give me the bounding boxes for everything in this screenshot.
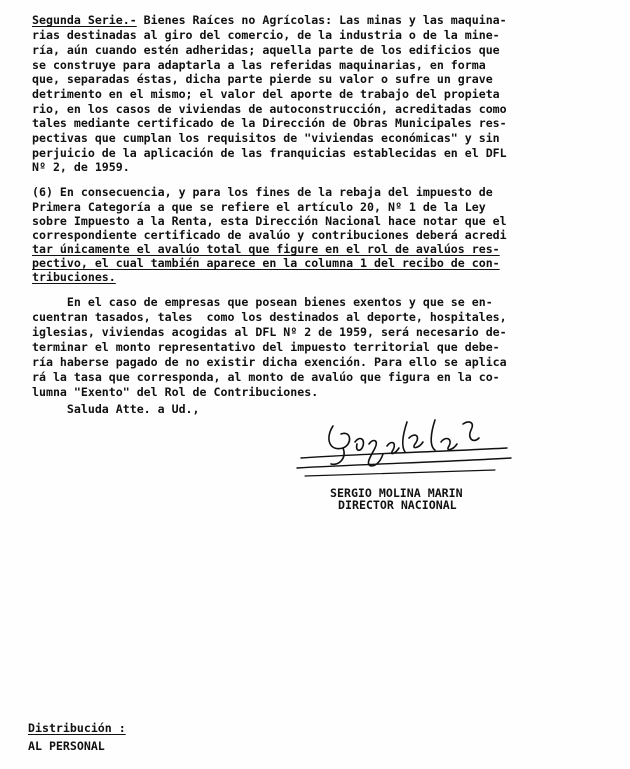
paragraph2-line-5-underlined: pectivo, el cual también aparece en la columna 1 del recibo de con- bbox=[32, 256, 500, 270]
signatory-name: SERGIO MOLINA MARIN bbox=[330, 486, 463, 500]
paragraph1-line-6: rio, en los casos de viviendas de autoconstrucción, acreditadas como bbox=[32, 102, 507, 116]
paragraph3-line-6: lumna "Exento" del Rol de Contribuciones. bbox=[32, 385, 319, 399]
paragraph3-line-3: terminar el monto representativo del impuesto territorial que debe- bbox=[32, 340, 500, 354]
paragraph1-line-8: pectivas que cumplan los requisitos de "viviendas económicas" y sin bbox=[32, 131, 500, 145]
paragraph2-line-3: correspondiente certificado de avalúo y contribuciones deberá acredi bbox=[32, 228, 507, 242]
handwritten-signature bbox=[295, 408, 515, 488]
paragraph3-line-1: cuentran tasados, tales como los destinados al deporte, hospitales, bbox=[32, 310, 507, 324]
paragraph1-line-9: perjuicio de la aplicación de las franquicias establecidas en el DFL bbox=[32, 146, 507, 160]
paragraph2-line-0: (6) En consecuencia, y para los fines de la rebaja del impuesto de bbox=[32, 185, 493, 199]
section-heading: Segunda Serie.- bbox=[32, 13, 137, 27]
paragraph2-line-1: Primera Categoría a que se refiere el artículo 20, Nº 1 de la Ley bbox=[32, 200, 486, 214]
paragraph3-line-5: rá la tasa que corresponda, al monto de avalúo que figura en la co- bbox=[32, 370, 500, 384]
paragraph1-line-0: Segunda Serie.- Bienes Raíces no Agrícolas: Las minas y las maquina- bbox=[32, 13, 507, 27]
paragraph3-line-4: ría haberse pagado de no existir dicha exención. Para ello se aplica bbox=[32, 355, 507, 369]
paragraph2-line-2: sobre Impuesto a la Renta, esta Dirección Nacional hace notar que el bbox=[32, 214, 507, 228]
paragraph3-line-2: iglesias, viviendas acogidas al DFL Nº 2 de 1959, será necesario de- bbox=[32, 325, 507, 339]
distribution-label: Distribución : bbox=[28, 721, 126, 735]
paragraph3-line-0: En el caso de empresas que posean bienes exentos y que se en- bbox=[32, 295, 493, 309]
paragraph1-line-7: tales mediante certificado de la Dirección de Obras Municipales res- bbox=[32, 116, 507, 130]
paragraph1-line-3: se construye para adaptarla a las referidas maquinarias, en forma bbox=[32, 58, 486, 72]
paragraph1-line-1: rias destinadas al giro del comercio, de la industria o de la mine- bbox=[32, 28, 500, 42]
paragraph2-line-6-underlined: tribuciones. bbox=[32, 270, 116, 284]
paragraph1-line-10: Nº 2, de 1959. bbox=[32, 160, 130, 174]
closing-salutation: Saluda Atte. a Ud., bbox=[32, 402, 200, 416]
paragraph1-line-5: detrimento en el mismo; el valor del aporte de trabajo del propieta bbox=[32, 87, 500, 101]
paragraph1-line-2: ría, aún cuando estén adheridas; aquella parte de los edificios que bbox=[32, 43, 500, 57]
paragraph1-line-4: que, separadas éstas, dicha parte pierde su valor o sufre un grave bbox=[32, 72, 493, 86]
distribution-recipient: AL PERSONAL bbox=[28, 739, 105, 753]
signatory-title: DIRECTOR NACIONAL bbox=[338, 498, 457, 512]
paragraph2-line-4-underlined: tar únicamente el avalúo total que figure en el rol de avalúos res- bbox=[32, 242, 500, 256]
